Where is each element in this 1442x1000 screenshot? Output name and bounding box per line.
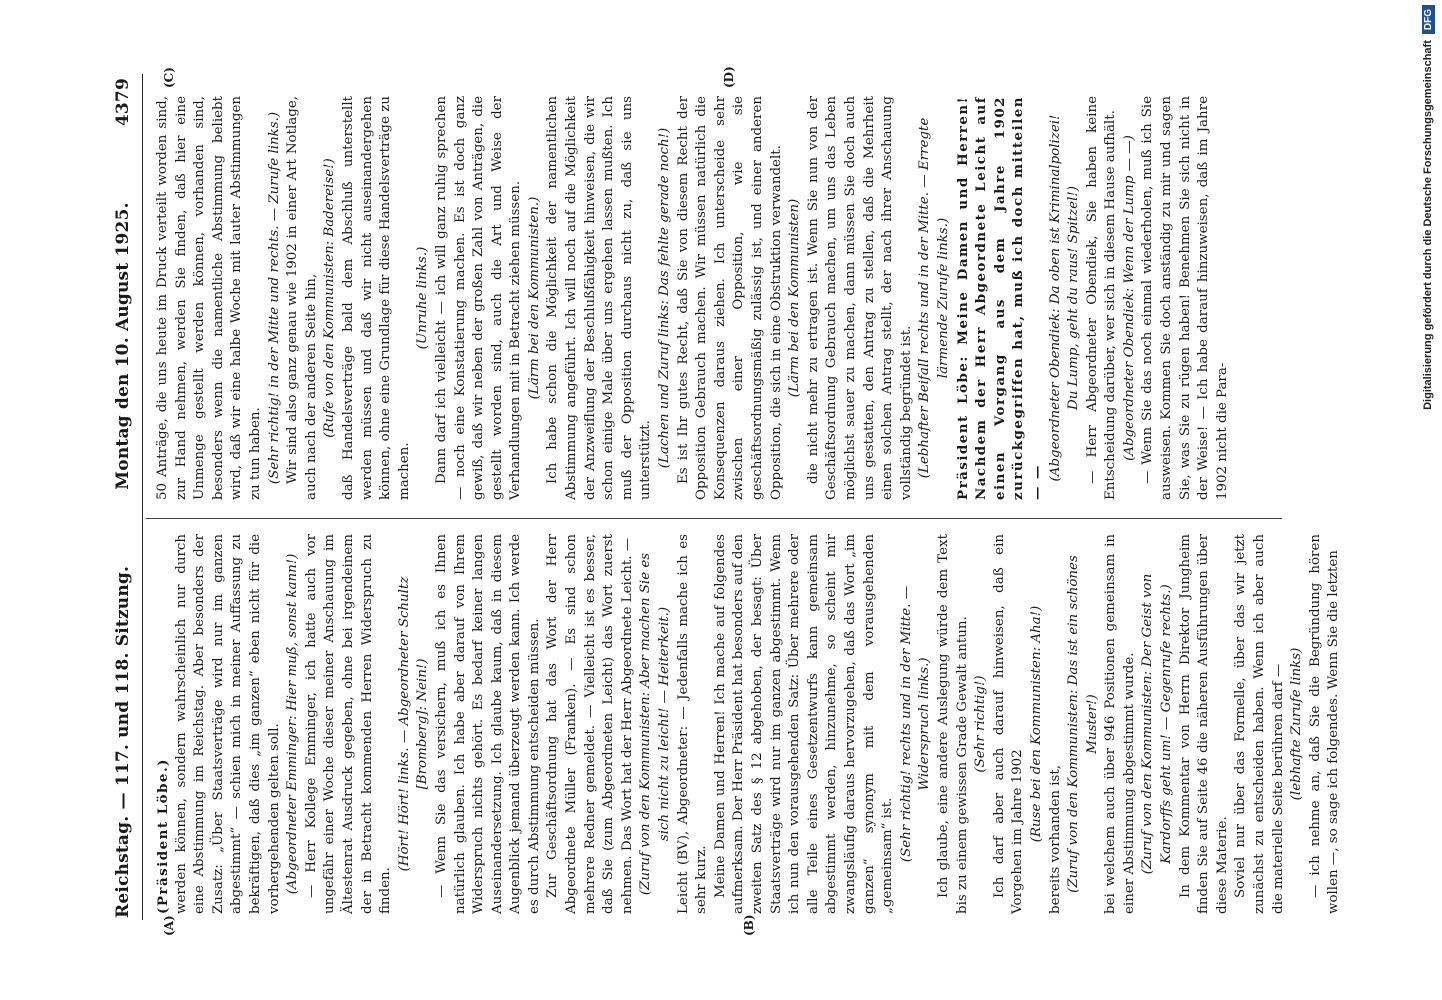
right-column-paragraph: Es ist Ihr gutes Recht, daß Sie von diesem Recht der Opposition Gebrauch machen. Wir müssen natürlich die Konsequenzen daraus ziehen. Ich unterscheide sehr zwischen einer Opposition, wie sie geschäftsordnungsmäßig zulässig ist, und einer anderen Opposition, die sich in eine Obstruktion verwandelt. [675, 96, 784, 500]
right-column-paragraph: (Lachen und Zuruf links: Das fehlte gerade noch!) [657, 127, 673, 469]
digitization-stamp [1414, 5, 1442, 995]
left-column-paragraph: Ich darf aber auch darauf hinweisen, daß ein Vorgehen im Jahre 1902 [991, 534, 1026, 914]
left-column-paragraph: — Wenn Sie das versichern, muß ich es Ihnen natürlich glauben. Ich habe aber darauf von Ihrem Widerspruch nichts gehört. Es bedarf keiner langen Auseinandersetzung. Ich glaube kaum, daß in diesem Augenblick jemand überzeugt werden kann. Ich werde es durch Abstimmung entscheiden müssen. [433, 534, 542, 914]
header-session: Reichstag. — 117. und 118. Sitzung. [113, 565, 133, 918]
left-column-paragraph: — Herr Kollege Emminger, ich hatte auch vor ungefähr einer Woche dieser meiner Anschauung im Ältestenrat Ausdruck gegeben, ohne bei irgendeinem der in Betracht kommenden Herren Widerspruch zu finden. [303, 534, 394, 914]
margin-marker-d: (D) [722, 66, 736, 88]
column-divider [146, 518, 1282, 519]
right-column-paragraph: Präsident Löbe: Meine Damen und Herren! Nachdem der Herr Abgeordnete Leicht auf einen Vorgang aus dem Jahre 1902 zurückgegriffen hat, muß ich doch mitteilen — — [954, 96, 1045, 500]
right-column-paragraph: (Lebhafter Beifall rechts und in der Mitte. — Erregte lärmende Zurufe links.) [917, 117, 951, 479]
right-column-paragraph: die nicht mehr zu ertragen ist. Wenn Sie nun von der Geschäftsordnung Gebrauch machen, um uns das Leben möglichst sauer zu machen, dann müssen Sie doch auch uns gestatten, den Antrag zu stellen, daß die Mehrheit einen solchen Antrag stellt, der nach ihrer Anschauung vollständig begründet ist. [805, 96, 914, 500]
right-column-paragraph: — Wenn Sie das noch einmal wiederholen, muß ich Sie ausweisen. Kommen Sie doch anständig zu mir und sagen Sie, was Sie zu rügen haben! Benehmen Sie sich nicht in der Weise! — Ich habe darauf hinzuweisen, daß im Jahre 1902 nicht die Para- [1140, 96, 1230, 500]
right-column-paragraph: (Abgeordneter Obendiek: Wenn der Lump — —) [1121, 135, 1137, 461]
page-number: 4379 [113, 78, 133, 127]
left-column-paragraph: In dem Kommentar von Herrn Direktor Jungheim finden Sie auf Seite 46 die näheren Ausführungen über diese Materie. [1177, 534, 1230, 914]
right-column-paragraph: (Sehr richtig! in der Mitte und rechts. — Zurufe links.) [266, 111, 282, 485]
dfg-logo: DFG [1422, 5, 1435, 34]
left-column-paragraph: bei welchem auch über 946 Positionen gemeinsam in einer Abstimmung abgestimmt wurde. [1103, 534, 1137, 914]
margin-marker-a: (A) [162, 915, 176, 936]
right-column-paragraph: (Lärm bei den Kommunisten) [787, 198, 803, 398]
left-column-paragraph: (Zuruf von den Kommunisten: Aber machen Sie es sich nicht zu leicht! — Heiterkeit.) [638, 552, 673, 896]
header-date: Montag den 10. August 1925. [113, 202, 133, 490]
left-column-paragraph: bereits vorhanden ist, [1047, 764, 1063, 914]
text-column-left [154, 534, 1342, 914]
left-column-paragraph: werden können, sondern wahrscheinlich nur durch eine Abstimmung im Reichstag. Aber besonders der Zusatz: „Über Staatsverträge wird nur im ganzen abgestimmt“ — schien mich in meiner Auffassung zu bekräftigen, daß dies „im ganzen“ eben nicht für die vorhergehenden gelten soll. [173, 534, 282, 914]
page-header [108, 78, 138, 918]
right-column-paragraph: (Abgeordneter Obendiek: Da oben ist Kriminalpolizei! Du Lump, geht du raus! Spitzel!) [1047, 114, 1082, 482]
right-column-paragraph: 50 Anträge, die uns heute im Druck verteilt worden sind, zur Hand nehmen, werden Sie finden, daß hier eine Unmenge gestellt werden können, vorhanden sind, besonders wenn die namentliche Abstimmung beliebt wird, daß wir eine halbe Woche mit lauter Abstimmungen zu tun haben. [155, 96, 263, 500]
left-column-paragraph: Zur Geschäftsordnung hat das Wort der Herr Abgeordnete Müller (Franken). — Es sind schon mehrere Redner gemeldet. — Vielleicht ist es besser, daß Sie (zum Abgeordneten Leicht) das Wort zuerst nehmen. Das Wort hat der Herr Abgeordnete Leicht. — [545, 534, 635, 914]
left-column-paragraph: (Sehr richtig!) [973, 675, 989, 773]
right-column-paragraph: (Lärm bei den Kommunisten.) [526, 196, 542, 400]
right-column-paragraph: Ich habe schon die Möglichkeit der namentlichen Abstimmung angeführt. Ich will noch auf die Möglichkeit der Anzweiflung der Beschlußfähigkeit hinweisen, die wir schon einige Male über uns ergehen lassen mußten. Ich muß der Opposition durchaus nicht zu, daß sie uns unterstützt. [545, 96, 654, 500]
header-rule [142, 74, 143, 920]
left-column-paragraph: (Zuruf von den Kommunisten: Der Geist von Kardorffs geht um! — Gegenrufe rechts.) [1140, 573, 1175, 875]
left-column-paragraph: (Hört! Hört! links. — Abgeordneter Schultz [Bromberg]: Nein!) [396, 576, 431, 872]
left-column-paragraph: (Zuruf von den Kommunisten: Das ist ein schönes Muster!) [1066, 555, 1100, 893]
margin-marker-c: (C) [162, 67, 176, 88]
right-column-paragraph: — Herr Abgeordneter Obendiek, Sie haben keine Entscheidung darüber, wer sich in diesem Hause aufhält. [1084, 96, 1119, 500]
left-column-paragraph: (Abgeordneter Emminger: Hier muß, sonst kann!) [285, 553, 301, 895]
left-column-paragraph: (Präsident Löbe.) [155, 758, 171, 914]
text-column-right [154, 96, 1286, 500]
right-column-paragraph: (Rufe von den Kommunisten: Badereise!) [322, 158, 338, 438]
left-column-paragraph: — ich nehme an, daß Sie die Begründung hören wollen —, so sage ich folgendes. Wenn Sie die letzten [1307, 534, 1342, 914]
left-column-paragraph: Leicht (BV), Abgeordneter: — Jedenfalls mache ich es sehr kurz. [675, 534, 710, 914]
left-column-paragraph: Ich glaube, eine andere Auslegung würde dem Text bis zu einem gewissen Grade Gewalt antun. [935, 534, 970, 914]
right-column-paragraph: (Unruhe links.) [415, 246, 431, 350]
left-column-paragraph: Meine Damen und Herren! Ich mache auf folgendes aufmerksam. Der Herr Präsident hat besonders auf den zweiten Satz des § 12 abgehoben, der besagt: Über Staatsverträge wird nur im ganzen abgestimmt. Wenn ich nun den vorausgehenden Satz: Über mehrere oder alle Teile eines Gesetzentwurfs kann gemeinsam abgestimmt werden, hinzunehme, so scheint mir zwangsläufig daraus hervorzugehen, daß das Wort „im ganzen“ synonym mit dem vorausgehenden „gemeinsam“ ist. [712, 534, 896, 914]
left-column-paragraph: (lebhafte Zurufe links) [1289, 647, 1305, 801]
right-column-paragraph: daß Handelsverträge bald dem Abschluß unterstellt werden müssen und daß wir nicht auseinandergehen können, ohne eine Grundlage für diese Handelsverträge zu machen. [340, 96, 412, 500]
margin-marker-b: (B) [742, 914, 756, 936]
left-column-paragraph: Soviel nur über das Formelle, über das wir jetzt zunächst zu entscheiden haben. Wenn ich aber auch die materielle Seite berühren darf — [1233, 534, 1286, 914]
left-column-paragraph: (Sehr richtig! rechts und in der Mitte. — Widerspruch links.) [898, 585, 933, 863]
rotated-page [102, 64, 1342, 940]
stamp-text: Digitalisierung gefördert durch die Deutsche Forschungsgemeinschaft [1422, 40, 1434, 410]
right-column-paragraph: Wir sind also ganz genau wie 1902 in einer Art Notlage, auch nach der anderen Seite hin, [285, 96, 319, 500]
right-column-paragraph: Dann darf ich vielleicht — ich will ganz ruhig sprechen — noch eine Konstatierung machen. Es ist doch ganz gewiß, daß wir neben der großen Zahl von Anträgen, die gestellt worden sind, auch die Art und Weise der Verhandlungen mit in Betracht ziehen müssen. [433, 96, 524, 500]
left-column-paragraph: (Ruse bei den Kommunisten: Aha!) [1028, 605, 1044, 843]
